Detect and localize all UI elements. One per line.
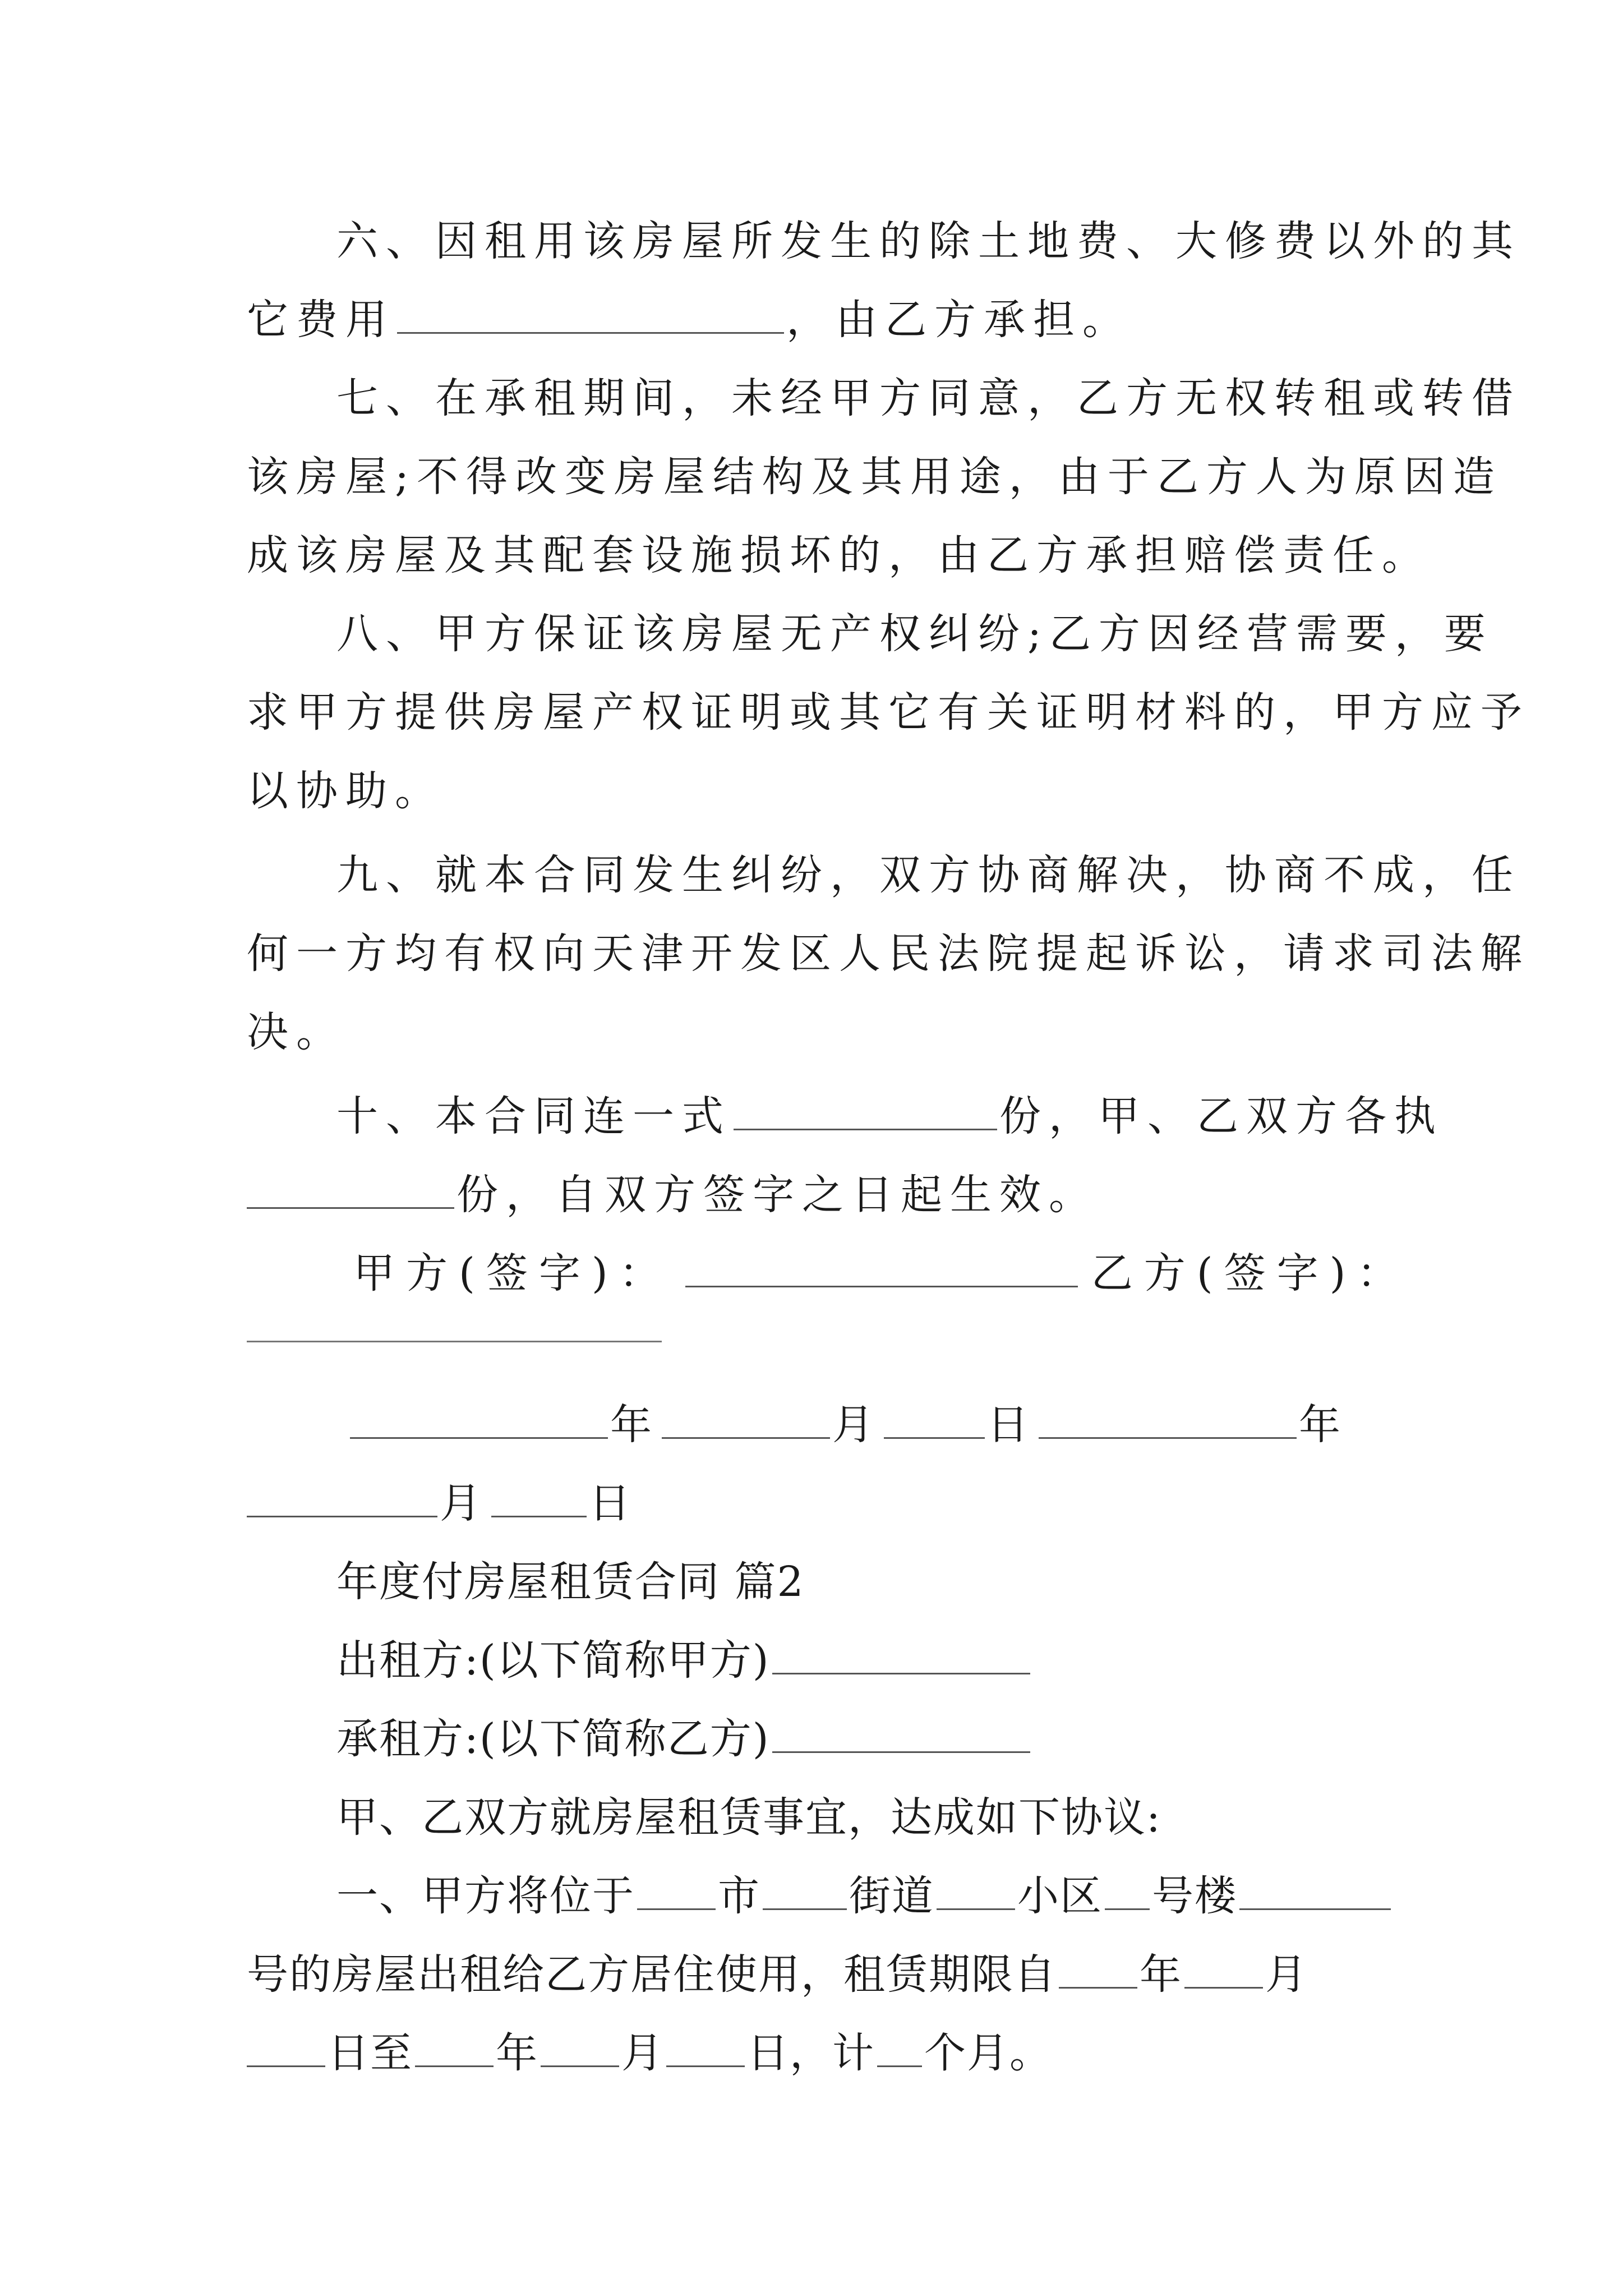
date-row-2	[247, 1470, 1380, 1537]
city-label: 市	[718, 1872, 760, 1920]
start-day-field	[247, 2024, 325, 2067]
clause-7-line-1: 七、在承租期间，未经甲方同意，乙方无权转租或转借	[336, 374, 1521, 422]
party-b-signature-label: 乙方(签字)：	[1091, 1249, 1410, 1297]
year-label: 年	[1299, 1401, 1348, 1449]
clause-10-line-1	[336, 1083, 1469, 1150]
blank-copies	[734, 1087, 997, 1130]
clause-9-line-1: 九、就本合同发生纠纷，双方协商解决，协商不成，任	[336, 851, 1521, 899]
party-a-signature-label: 甲方(签字)：	[353, 1249, 672, 1297]
year-label: 年	[610, 1401, 660, 1449]
clause-8-line-1: 八、甲方保证该房屋无产权纠纷;乙方因经营需要，要	[336, 610, 1493, 658]
month-label: 月	[1265, 1950, 1308, 1999]
blank-each-copies	[247, 1166, 454, 1209]
contract-title: 年度付房屋租赁合同 篇2	[336, 1558, 805, 1606]
lessor-label: 出租方:(以下简称甲方)	[336, 1636, 770, 1685]
lessee-row	[336, 1705, 1469, 1773]
clause-10-mid: 份，甲、乙双方各执	[999, 1092, 1444, 1140]
day-label: 日	[987, 1401, 1036, 1449]
unit-field	[1239, 1867, 1391, 1910]
year-label: 年	[496, 2029, 538, 2077]
day-label: 日	[589, 1479, 638, 1527]
building-label: 号楼	[1152, 1872, 1237, 1920]
signature-row	[353, 1240, 1486, 1307]
clause-1-body: 号的房屋出租给乙方居住使用，租赁期限自	[247, 1950, 1057, 1999]
community-field	[937, 1867, 1015, 1910]
clause-7-line-2: 该房屋;不得改变房屋结构及其用途，由于乙方人为原因造	[247, 453, 1502, 501]
party-b-signature-field	[247, 1341, 662, 1342]
clause-7-line-3: 成该房屋及其配套设施损坏的，由乙方承担赔偿责任。	[247, 531, 1431, 579]
end-month-field	[541, 2024, 619, 2067]
party-a-year-field	[350, 1396, 608, 1439]
part2-clause-1-line-1	[336, 1862, 1469, 1930]
party-a-day-field	[884, 1396, 985, 1439]
total-label: 日，计	[747, 2029, 875, 2077]
month-label: 月	[621, 2029, 664, 2077]
street-label: 街道	[849, 1872, 934, 1920]
party-b-month-field	[247, 1474, 437, 1517]
part2-clause-1-line-2	[247, 1941, 1380, 2008]
part2-clause-1-line-3	[247, 2019, 1380, 2087]
start-year-field	[1059, 1945, 1137, 1989]
month-label: 月	[832, 1401, 882, 1449]
end-year-field	[415, 2024, 494, 2067]
lessor-field	[772, 1631, 1030, 1674]
street-field	[763, 1867, 847, 1910]
building-field	[1105, 1867, 1150, 1910]
lessee-field	[772, 1710, 1030, 1753]
clause-8-line-2: 求甲方提供房屋产权证明或其它有关证明材料的，甲方应予	[247, 688, 1530, 737]
clause-6-tail: ，由乙方承担。	[786, 296, 1132, 344]
months-count-field	[877, 2024, 922, 2067]
lessor-row	[336, 1627, 1469, 1694]
months-label: 个月。	[924, 2029, 1052, 2077]
party-b-year-field	[1039, 1396, 1297, 1439]
party-b-day-field	[491, 1474, 587, 1517]
clause-9-line-3: 决。	[247, 1008, 345, 1056]
party-a-month-field	[662, 1396, 830, 1439]
clause-10-tail: 份，自双方签字之日起生效。	[457, 1171, 1098, 1219]
agreement-intro: 甲、乙双方就房屋租赁事宜，达成如下协议:	[336, 1793, 1161, 1842]
party-a-signature-field	[685, 1244, 1078, 1287]
city-field	[637, 1867, 716, 1910]
end-day-field	[666, 2024, 745, 2067]
clause-6-line-2	[247, 286, 1380, 353]
clause-10-label: 十、本合同连一式	[336, 1092, 731, 1140]
clause-1-label: 一、甲方将位于	[336, 1872, 635, 1920]
clause-8-line-3: 以协助。	[247, 767, 444, 815]
clause-6-label: 它费用	[247, 296, 395, 344]
clause-9-line-2: 何一方均有权向天津开发区人民法院提起诉讼，请求司法解	[247, 930, 1530, 978]
lessee-label: 承租方:(以下简称乙方)	[336, 1715, 770, 1763]
year-label: 年	[1140, 1950, 1182, 1999]
community-label: 小区	[1017, 1872, 1103, 1920]
date-row-1	[348, 1391, 1481, 1458]
month-label: 月	[440, 1479, 489, 1527]
blank-field	[397, 291, 784, 334]
to-label: 日至	[328, 2029, 413, 2077]
clause-6-line-1: 六、因租用该房屋所发生的除土地费、大修费以外的其	[336, 217, 1521, 265]
clause-10-line-2	[247, 1161, 1380, 1228]
start-month-field	[1184, 1945, 1263, 1989]
